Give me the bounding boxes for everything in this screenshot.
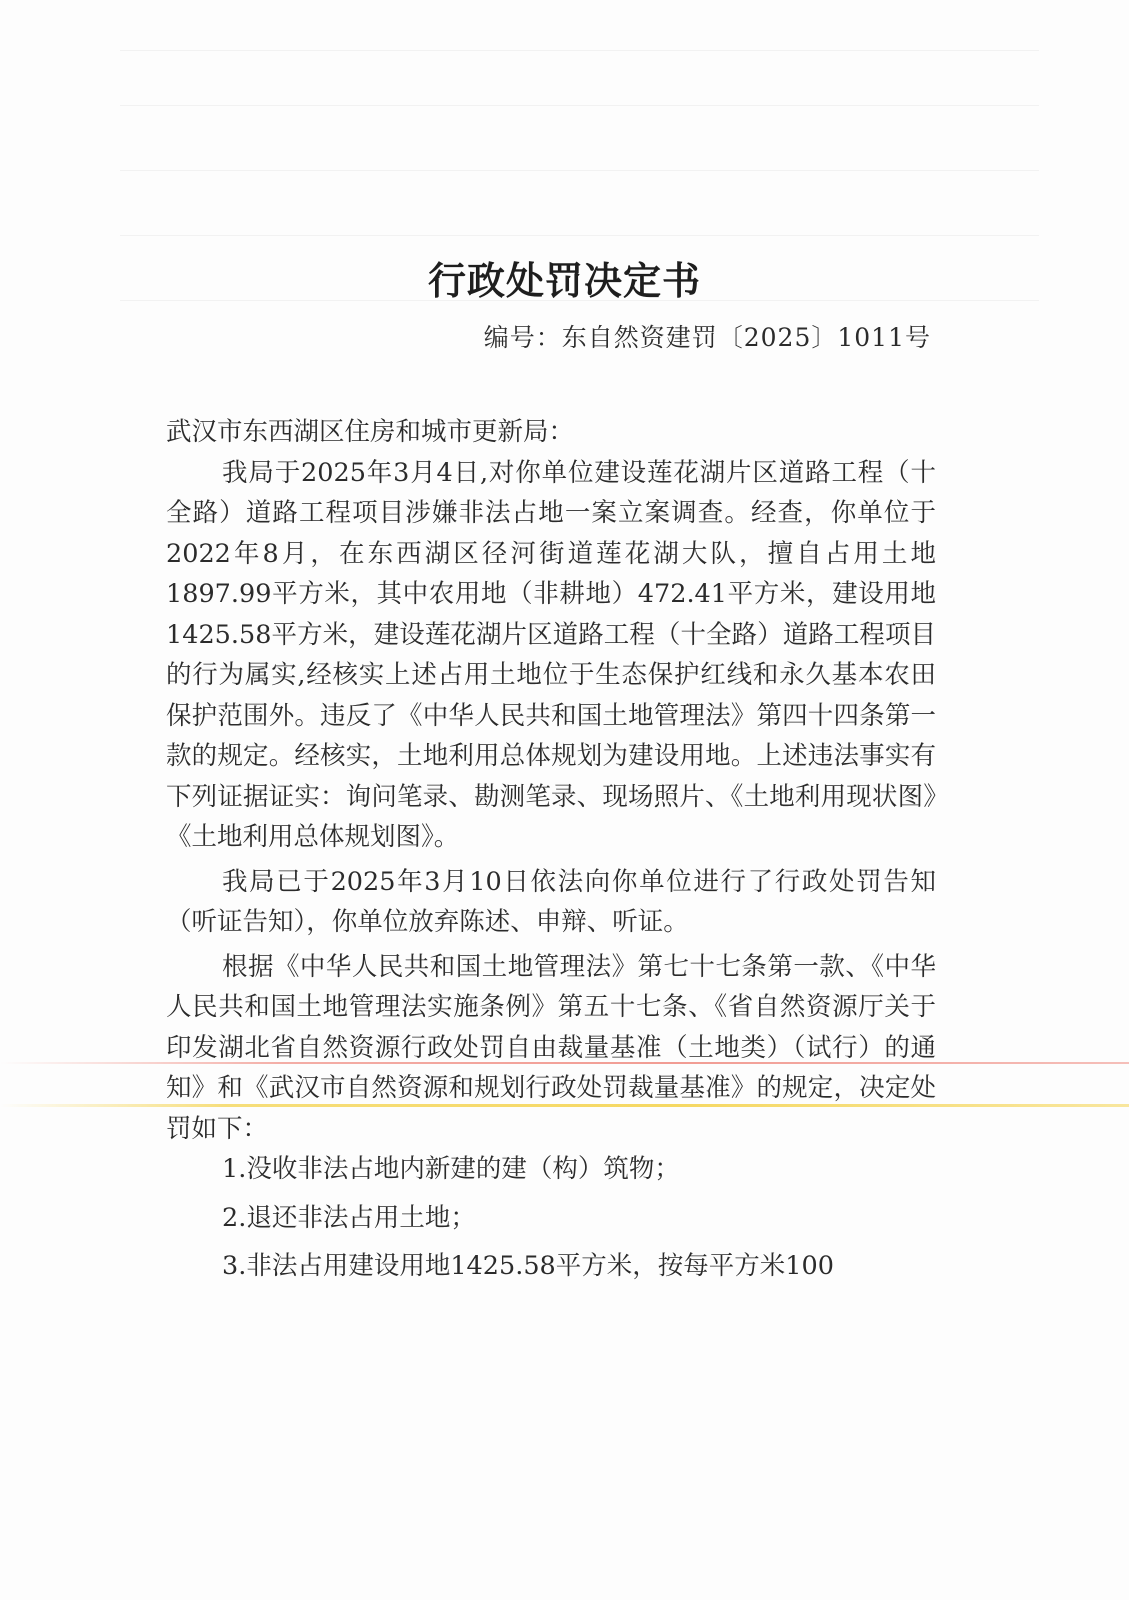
stamp-seam-yellow-line xyxy=(0,1104,1129,1107)
document-body xyxy=(166,412,936,1287)
scan-bleed-line xyxy=(120,235,1039,236)
scan-bleed-line xyxy=(120,105,1039,106)
document-number: 编号：东自然资建罚〔2025〕1011号 xyxy=(483,323,931,352)
stamp-seam-red-line xyxy=(0,1062,1129,1064)
paragraph-findings: 我局于2025年3月4日,对你单位建设莲花湖片区道路工程（十全路）道路工程项目涉嫌非法占地一案立案调查。经查，你单位于2022年8月，在东西湖区径河街道莲花湖大队，擅自占用土地1897.99平方米，其中农用地（非耕地）472.41平方米，建设用地1425.58平方米，建设莲花湖片区道路工程（十全路）道路工程项目的行为属实,经核实上述占用土地位于生态保护红线和永久基本农田保护范围外。违反了《中华人民共和国土地管理法》第四十四条第一款的规定。经核实，土地利用总体规划为建设用地。上述违法事实有下列证据证实：询问笔录、勘测笔录、现场照片、《土地利用现状图》《土地利用总体规划图》。 xyxy=(166,457,936,852)
document-title: 行政处罚决定书 xyxy=(427,259,701,303)
penalty-item-2: 2.退还非法占用土地； xyxy=(222,1202,476,1233)
addressee: 武汉市东西湖区住房和城市更新局： xyxy=(166,417,575,447)
paragraph-legal-basis: 根据《中华人民共和国土地管理法》第七十七条第一款、《中华人民共和国土地管理法实施条例》第五十七条、《省自然资源厅关于印发湖北省自然资源行政处罚自由裁量基准（土地类）（试行）的通知》和《武汉市自然资源和规划行政处罚裁量基准》的规定，决定处罚如下： xyxy=(166,951,936,1144)
penalty-item-1: 1.没收非法占地内新建的建（构）筑物； xyxy=(222,1154,680,1184)
paragraph-notice: 我局已于2025年3月10日依法向你单位进行了行政处罚告知（听证告知），你单位放弃陈述、申辩、听证。 xyxy=(166,866,936,937)
scan-bleed-line xyxy=(120,50,1039,51)
penalty-item-3: 3.非法占用建设用地1425.58平方米，按每平方米100 xyxy=(222,1251,834,1281)
scan-bleed-line xyxy=(120,170,1039,171)
